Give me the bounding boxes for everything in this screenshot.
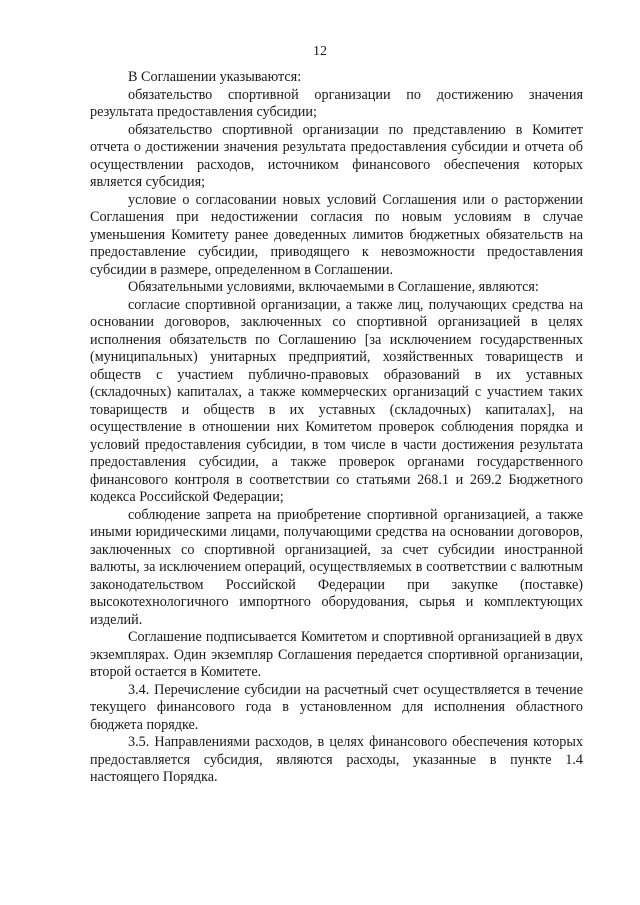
paragraph: 3.5. Направлениями расходов, в целях финансового обеспечения которых предоставляется субсидия, являются расходы, указанные в пункте 1.4 настоящего Порядка.	[90, 734, 583, 785]
paragraph: Соглашение подписывается Комитетом и спортивной организацией в двух экземплярах. Один экземпляр Соглашения передается спортивной организации, второй остается в Комитете.	[90, 629, 583, 680]
paragraph: обязательство спортивной организации по представлению в Комитет отчета о достижении значения результата предоставления субсидии и отчета об осуществлении расходов, источником финансового обеспечения которых является субсидия;	[90, 121, 583, 190]
paragraph: обязательство спортивной организации по достижению значения результата предоставления субсидии;	[90, 86, 583, 120]
page-number: 12	[313, 44, 327, 59]
document-body	[90, 69, 583, 787]
paragraph: В Соглашении указываются:	[128, 69, 302, 85]
paragraph: Обязательными условиями, включаемыми в Соглашение, являются:	[128, 279, 539, 295]
paragraph: 3.4. Перечисление субсидии на расчетный счет осуществляется в течение текущего финансового года в установленном для исполнения областного бюджета порядке.	[90, 681, 583, 733]
paragraph: условие о согласовании новых условий Соглашения или о расторжении Соглашения при недостижении согласия по новым условиям в случае уменьшения Комитету ранее доведенных лимитов бюджетных обязательств на предоставление субсидии, приводящего к невозможности предоставления субсидии в размере, определенном в Соглашении.	[90, 191, 583, 278]
paragraph: соблюдение запрета на приобретение спортивной организацией, а также иными юридическими лицами, получающими средства на основании договоров, заключенных со спортивной организацией, за счет субсидии иностранной валюты, за исключением операций, осуществляемых в соответствии с валютным законодательством Российской Федерации при закупке (поставке) высокотехнологичного импортного оборудования, сырья и комплектующих изделий.	[90, 506, 583, 628]
paragraph: согласие спортивной организации, а также лиц, получающих средства на основании договоров, заключенных со спортивной организацией в целях исполнения обязательств по Соглашению [за исключением государственных (муниципальных) унитарных предприятий, хозяйственных товариществ и обществ с участием публично-правовых образований в их уставных (складочных) капиталах, а также коммерческих организаций с участием таких товариществ и обществ в их уставных (складочных) капиталах], на осуществление в отношении них Комитетом проверок соблюдения порядка и условий предоставления субсидии, в том числе в части достижения результата предоставления субсидии, а также проверок органами государственного финансового контроля в соответствии со статьями 268.1 и 269.2 Бюджетного кодекса Российской Федерации;	[90, 296, 583, 505]
